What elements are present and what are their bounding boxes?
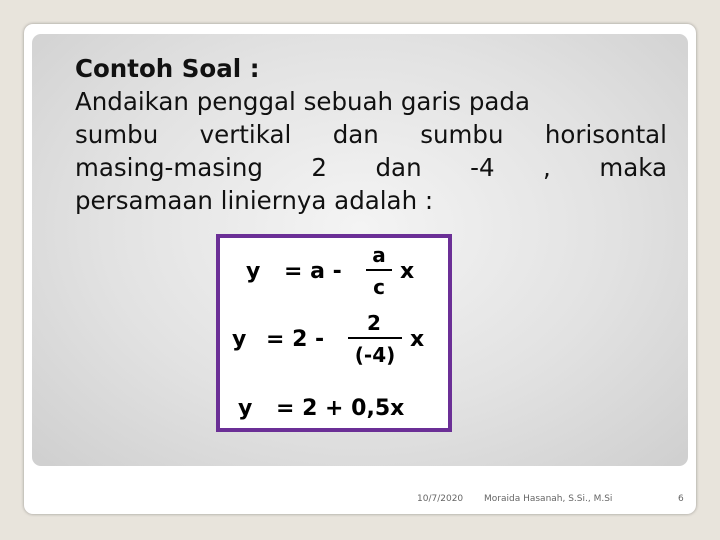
footer-date: 10/7/2020	[417, 494, 464, 504]
formula-2-eq: = 2 -	[266, 327, 325, 352]
body-line-2: sumbu vertikal dan sumbu horisontal	[75, 120, 667, 149]
formula-1-eq: = a -	[284, 259, 342, 284]
formula-1-denominator: c	[373, 275, 385, 299]
formula-2-denominator: (-4)	[354, 343, 396, 367]
body-line-1: Andaikan penggal sebuah garis pada	[75, 87, 530, 116]
formula-3-rhs: = 2 + 0,5x	[276, 396, 405, 421]
footer-page-number: 6	[678, 494, 684, 504]
formula-1-variable: x	[400, 259, 415, 284]
body-line-4: persamaan liniernya adalah :	[75, 186, 434, 215]
slide-heading: Contoh Soal :	[75, 54, 260, 83]
formula-box	[216, 234, 452, 432]
formula-1-lhs: y	[246, 259, 261, 284]
formula-2-lhs: y	[232, 327, 247, 352]
slide-body	[75, 52, 667, 217]
formula-3-lhs: y	[238, 396, 253, 421]
formula-image	[220, 238, 448, 428]
footer-author: Moraida Hasanah, S.Si., M.Si	[484, 494, 613, 504]
body-line-3: masing-masing 2 dan -4 , maka	[75, 153, 667, 182]
formula-1-numerator: a	[372, 243, 386, 267]
formula-2-numerator: 2	[367, 311, 381, 335]
formula-2-variable: x	[410, 327, 425, 352]
